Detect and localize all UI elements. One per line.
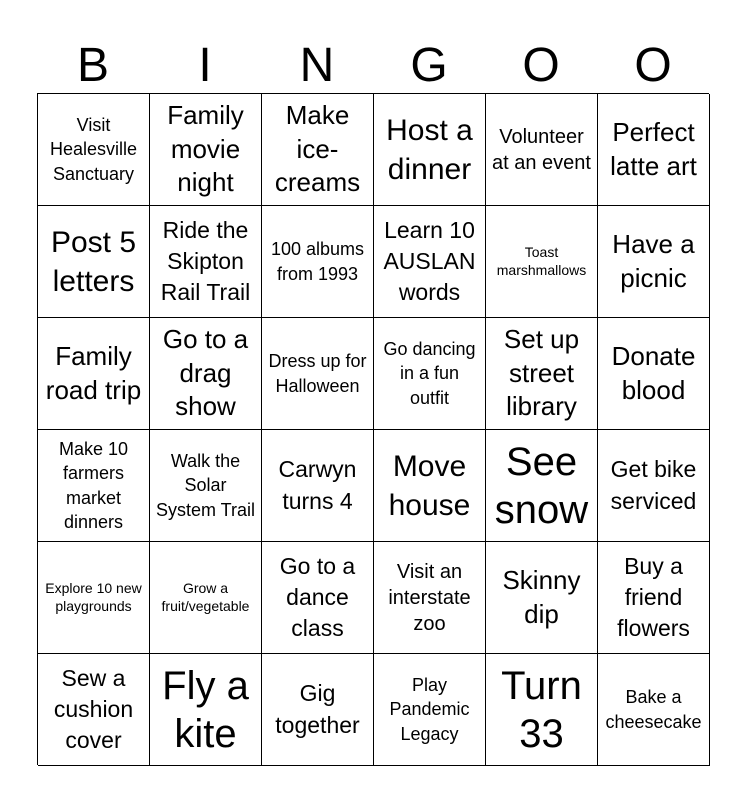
header-letter-n: N: [299, 39, 335, 92]
cell-label: See snow: [494, 439, 589, 532]
bingo-cell[interactable]: [38, 318, 150, 430]
cell-label: Grow a fruit/vegetable: [161, 580, 250, 614]
cell-label: Go to a drag show: [162, 323, 249, 422]
bingo-cell[interactable]: [374, 318, 486, 430]
cell-label: Skinny dip: [502, 564, 581, 629]
bingo-cell[interactable]: [150, 318, 262, 430]
cell-label: Fly a kite: [162, 663, 249, 756]
cell-label: Make 10 farmers market dinners: [58, 438, 129, 532]
cell-label: Go dancing in a fun outfit: [383, 339, 476, 408]
cell-label: Gig together: [275, 680, 360, 738]
cell-label: 100 albums from 1993: [270, 239, 365, 284]
bingo-cell[interactable]: [262, 318, 374, 430]
cell-label: Get bike serviced: [610, 456, 697, 514]
bingo-cell[interactable]: [486, 206, 598, 318]
bingo-cell[interactable]: [150, 654, 262, 766]
cell-label: Carwyn turns 4: [278, 456, 357, 514]
cell-label: Dress up for Halloween: [268, 351, 367, 396]
cell-label: Bake a cheesecake: [605, 687, 702, 732]
bingo-cell[interactable]: [374, 542, 486, 654]
cell-label: Toast marshmallows: [496, 244, 587, 278]
bingo-cell[interactable]: [374, 654, 486, 766]
cell-label: Sew a cushion cover: [53, 664, 134, 754]
cell-label: Family movie night: [167, 99, 244, 198]
cell-label: Volunteer at an event: [492, 125, 591, 174]
cell-label: Perfect latte art: [610, 116, 697, 181]
bingo-cell[interactable]: [486, 542, 598, 654]
cell-label: Buy a friend flowers: [617, 552, 690, 642]
bingo-cell[interactable]: [38, 430, 150, 542]
bingo-cell[interactable]: [150, 206, 262, 318]
bingo-cell[interactable]: [262, 542, 374, 654]
bingo-cell[interactable]: [38, 206, 150, 318]
bingo-cell[interactable]: [374, 430, 486, 542]
bingo-board: [37, 93, 709, 765]
cell-label: Donate blood: [611, 340, 696, 405]
bingo-cell[interactable]: [38, 542, 150, 654]
header-letter-o: O: [522, 39, 560, 92]
bingo-cell[interactable]: [598, 318, 710, 430]
bingo-cell[interactable]: [598, 94, 710, 206]
bingo-cell[interactable]: [486, 654, 598, 766]
cell-label: Turn 33: [501, 663, 582, 756]
cell-label: Family road trip: [45, 340, 142, 405]
cell-label: Move house: [388, 449, 471, 522]
bingo-header: [37, 38, 709, 94]
bingo-cell[interactable]: [262, 654, 374, 766]
bingo-cell[interactable]: [598, 206, 710, 318]
bingo-cell[interactable]: [486, 430, 598, 542]
header-letter-b: B: [76, 39, 109, 92]
header-letter-o-2: O: [634, 39, 672, 92]
bingo-cell[interactable]: [486, 318, 598, 430]
cell-label: Visit Healesville Sanctuary: [49, 115, 138, 184]
bingo-cell[interactable]: [38, 654, 150, 766]
bingo-cell[interactable]: [38, 94, 150, 206]
bingo-cell[interactable]: [150, 542, 262, 654]
cell-label: Post 5 letters: [50, 225, 137, 298]
cell-label: Visit an interstate zoo: [388, 560, 471, 635]
header-letter-i: I: [198, 39, 212, 92]
cell-label: Make ice-creams: [274, 99, 361, 198]
cell-label: Explore 10 new playgrounds: [45, 580, 142, 614]
cell-label: Play Pandemic Legacy: [389, 675, 470, 744]
cell-label: Have a picnic: [612, 228, 695, 293]
cell-label: Set up street library: [503, 323, 580, 422]
cell-label: Go to a dance class: [279, 552, 356, 642]
bingo-cell[interactable]: [598, 654, 710, 766]
cell-label: Walk the Solar System Trail: [155, 451, 256, 520]
bingo-cell[interactable]: [374, 206, 486, 318]
bingo-cell[interactable]: [262, 94, 374, 206]
header-letter-g: G: [410, 39, 448, 92]
bingo-cell[interactable]: [486, 94, 598, 206]
bingo-cell[interactable]: [374, 94, 486, 206]
bingo-cell[interactable]: [598, 430, 710, 542]
bingo-cell[interactable]: [262, 206, 374, 318]
cell-label: Learn 10 AUSLAN words: [383, 216, 476, 306]
cell-label: Host a dinner: [386, 113, 473, 186]
bingo-cell[interactable]: [262, 430, 374, 542]
cell-label: Ride the Skipton Rail Trail: [160, 216, 251, 306]
bingo-cell[interactable]: [150, 94, 262, 206]
bingo-cell[interactable]: [150, 430, 262, 542]
bingo-cell[interactable]: [598, 542, 710, 654]
